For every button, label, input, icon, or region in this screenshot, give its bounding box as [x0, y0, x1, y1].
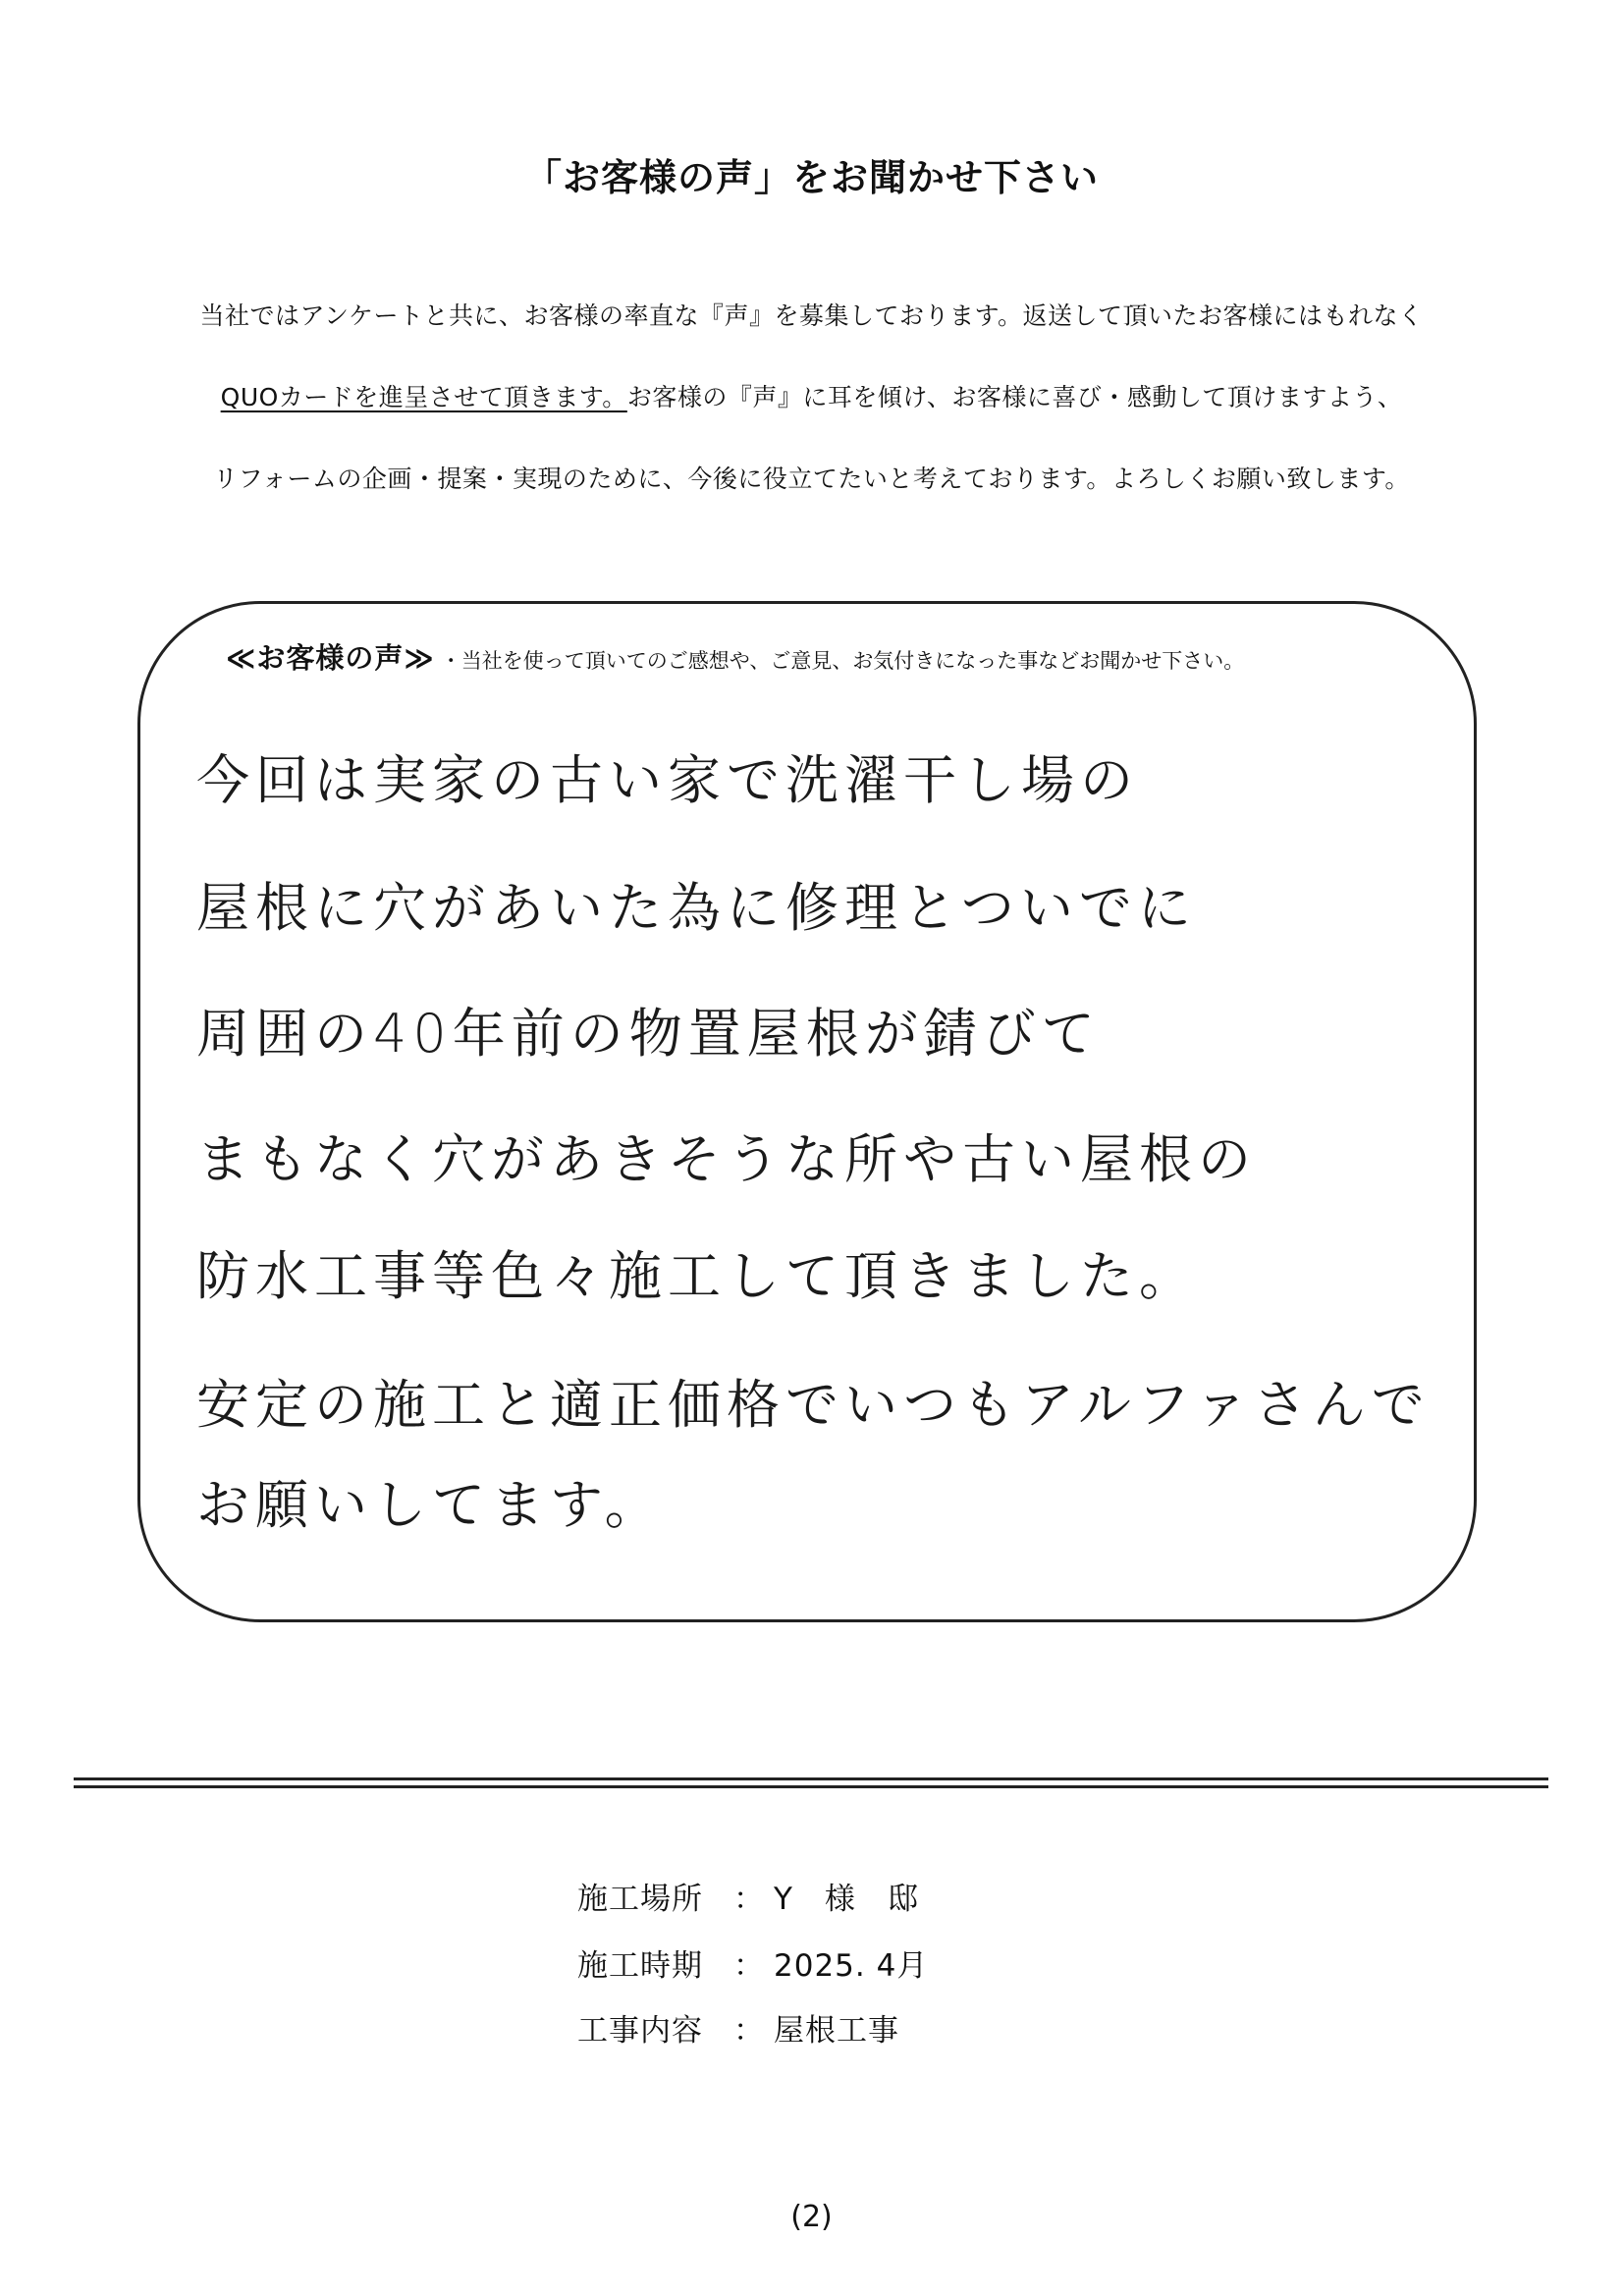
location-label: 施工場所 — [577, 1882, 703, 1917]
page-title: 「お客様の声」をお聞かせ下さい — [523, 156, 1099, 199]
divider-line — [74, 1785, 1548, 1788]
voice-line: 安定の施工と適正価格でいつもアルファさんで — [196, 1374, 1431, 1436]
page-number: (2) — [790, 2200, 833, 2234]
info-row-content — [577, 2005, 899, 2050]
voice-label: ≪お客様の声≫ — [226, 641, 435, 675]
location-value: Y 様 邸 — [774, 1882, 919, 1917]
quo-card-notice: QUOカードを進呈させて頂きます。 — [220, 383, 627, 411]
content-label: 工事内容 — [577, 2013, 703, 2049]
voice-line: お願いしてます。 — [196, 1474, 664, 1536]
voice-line: まもなく穴があきそうな所や古い屋根の — [196, 1128, 1257, 1190]
info-separator: ： — [733, 1882, 765, 1917]
info-row-period — [577, 1941, 928, 1985]
intro-line-1: 当社ではアンケートと共に、お客様の率直な『声』を募集しております。返送して頂いたお客様にはもれなく — [199, 301, 1424, 330]
intro-line-2-rest: お客様の『声』に耳を傾け、お客様に喜び・感動して頂けますよう、 — [626, 383, 1403, 411]
voice-line: 今回は実家の古い家で洗濯干し場の — [196, 749, 1139, 811]
voice-line: 防水工事等色々施工して頂きました。 — [196, 1245, 1198, 1307]
voice-prompt: ・当社を使って頂いてのご感想や、ご意見、お気付きになった事などお聞かせ下さい。 — [440, 649, 1245, 673]
voice-header — [226, 636, 1244, 677]
content-value: 屋根工事 — [774, 2013, 899, 2049]
divider-line — [74, 1777, 1548, 1780]
period-value: 2025. 4月 — [774, 1948, 929, 1984]
intro-line-2 — [0, 378, 1623, 413]
voice-line: 屋根に穴があいた為に修理とついでに — [196, 877, 1197, 939]
info-separator: ： — [733, 1948, 765, 1984]
intro-line-3: リフォームの企画・提案・実現のために、今後に役立てたいと考えております。よろしくお願い致します。 — [213, 465, 1410, 493]
info-separator: ： — [733, 2013, 765, 2049]
voice-line: 周囲の40年前の物置屋根が錆びて — [196, 1003, 1101, 1065]
info-row-location — [577, 1874, 919, 1918]
period-label: 施工時期 — [577, 1948, 703, 1984]
